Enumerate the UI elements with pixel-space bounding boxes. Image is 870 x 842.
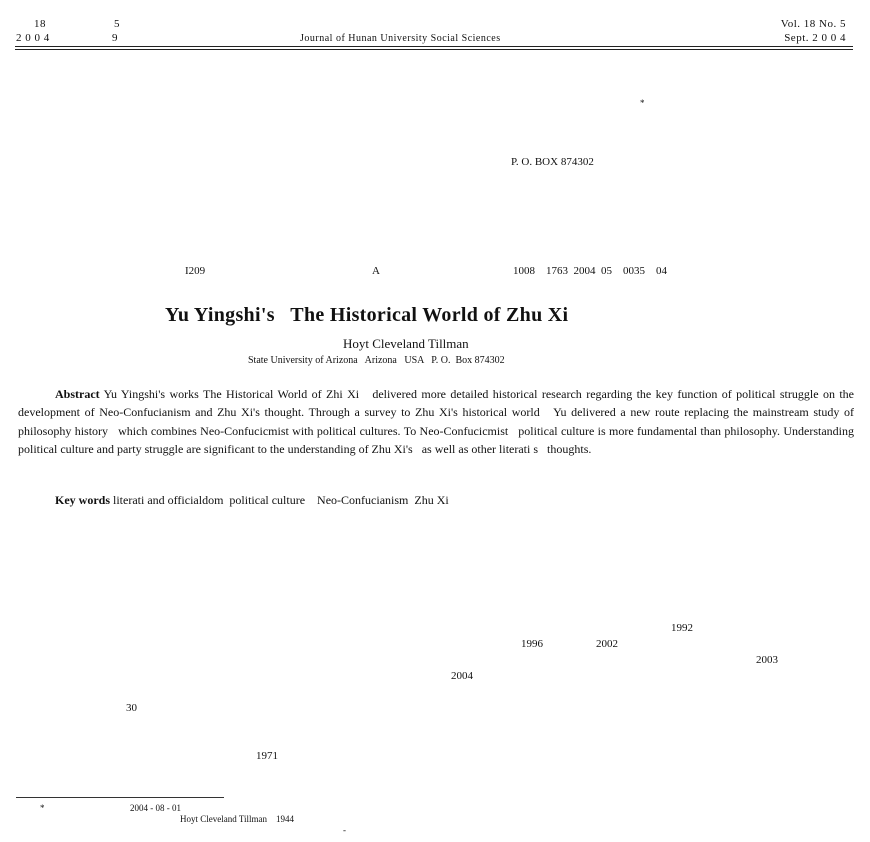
author-name: Hoyt Cleveland Tillman — [343, 336, 469, 351]
title-asterisk: * — [640, 98, 645, 108]
author-address: P. O. BOX 874302 — [511, 156, 594, 168]
body-year-2002: 2002 — [596, 638, 618, 650]
document-code: A — [372, 265, 380, 277]
abstract-text: Yu Yingshi's works The Historical World of Zhi Xi delivered more detailed historical research regarding the key function of political struggle on the development of Neo-Confucianism and Zhu Xi's thought. Through a survey to Zhu Xi's historical world Yu delivered a new route replacing the mainstream study of philosophy history which combines Neo-Confucicmist with political cultures. To Neo-Confucicmist political culture is more fundamental than philosophy. Understanding political culture and party struggle are significant to the understanding of Zhu Xi's as well as other literati s thoughts. — [18, 387, 857, 457]
footnote-received-date: 2004 - 08 - 01 — [130, 803, 181, 813]
footnote-asterisk: * — [40, 803, 45, 813]
header-vol-no: Vol. 18 No. 5 — [780, 18, 846, 30]
footnote-rule — [16, 797, 224, 798]
body-year-1971: 1971 — [256, 750, 278, 762]
journal-name: Journal of Hunan University Social Sciences — [300, 33, 501, 44]
header-volume: 18 — [34, 18, 46, 30]
author-affiliation: State University of Arizona Arizona USA P. O. Box 874302 — [248, 355, 505, 366]
body-year-2003: 2003 — [756, 654, 778, 666]
abstract-label: Abstract — [55, 387, 100, 401]
footnote-author: Hoyt Cleveland Tillman 1944 — [180, 814, 295, 824]
clc-number: I209 — [185, 265, 206, 277]
header-rule-top — [15, 46, 853, 47]
keywords-label: Key words — [55, 493, 110, 507]
header-date: Sept. 2 0 0 4 — [784, 32, 846, 44]
abstract-paragraph — [18, 385, 857, 459]
header-rule-bottom — [15, 49, 853, 50]
body-year-1992: 1992 — [671, 622, 693, 634]
header-month: 9 — [112, 32, 118, 44]
footnote-dash: - — [343, 825, 346, 835]
header-year: 2 0 0 4 — [16, 32, 50, 44]
body-number-30: 30 — [126, 702, 137, 714]
body-year-1996: 1996 — [521, 638, 543, 650]
article-id: 1008 1763 2004 05 0035 04 — [513, 265, 667, 277]
paper-title: Yu Yingshi's The Historical World of Zhu Xi — [165, 304, 569, 326]
keywords-text: literati and officialdom political culture Neo-Confucianism Zhu Xi — [113, 493, 449, 507]
body-year-2004: 2004 — [451, 670, 473, 682]
keywords-line — [55, 493, 449, 508]
header-issue: 5 — [114, 18, 120, 30]
